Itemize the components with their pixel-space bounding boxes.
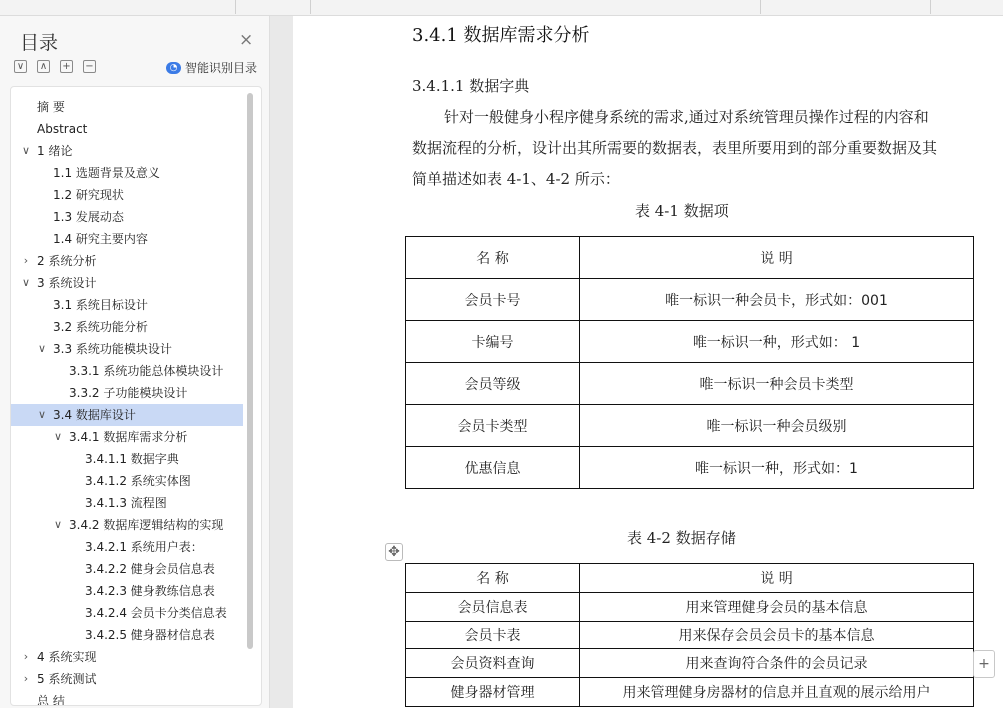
toc-item-label: 3.3.1 系统功能总体模块设计 — [69, 364, 224, 378]
toc-item[interactable] — [11, 602, 243, 624]
expand-all-icon[interactable]: ∨ — [14, 60, 27, 73]
chevron-right-icon[interactable]: › — [23, 650, 29, 663]
table-row — [406, 405, 974, 447]
table-row — [406, 321, 974, 363]
body-line-3: 简单描述如表 4-1、4-2 所示： — [412, 170, 620, 188]
section-heading: 3.4.1 数据库需求分析 — [412, 25, 590, 46]
toc-item[interactable] — [11, 250, 243, 272]
collapse-all-icon[interactable]: ∧ — [37, 60, 50, 73]
table-cell: 会员等级 — [406, 363, 580, 405]
table-cell: 用来查询符合条件的会员记录 — [580, 649, 974, 678]
toc-item-label: 5 系统测试 — [37, 672, 97, 686]
toc-item-label: 3.4 数据库设计 — [53, 408, 136, 422]
toc-item[interactable] — [11, 294, 243, 316]
table-cell: 用来管理健身房器材的信息并且直观的展示给用户 — [580, 678, 974, 707]
toc-item[interactable] — [11, 690, 243, 706]
table-cell: 唯一标识一种，形式如： 1 — [580, 321, 974, 363]
table-cell: 唯一标识一种会员卡类型 — [580, 363, 974, 405]
table-cell: 会员卡号 — [406, 279, 580, 321]
toc-item[interactable] — [11, 338, 243, 360]
toc-item[interactable] — [11, 162, 243, 184]
toc-item-label: 3.2 系统功能分析 — [53, 320, 148, 334]
table-cell: 会员卡类型 — [406, 405, 580, 447]
toc-item-label: 3.4.2.4 会员卡分类信息表 — [85, 606, 227, 620]
toc-item-label: 3.4.1.2 系统实体图 — [85, 474, 191, 488]
table-cell: 用来管理健身会员的基本信息 — [580, 593, 974, 622]
toc-item[interactable] — [11, 470, 243, 492]
top-ruler — [0, 0, 1003, 16]
toc-item[interactable] — [11, 536, 243, 558]
toc-item[interactable] — [11, 448, 243, 470]
toc-item[interactable] — [11, 228, 243, 250]
toc-item[interactable] — [11, 426, 243, 448]
ai-icon: ◔ — [166, 62, 181, 74]
toc-item-label: 3.4.1 数据库需求分析 — [69, 430, 188, 444]
table-row — [406, 593, 974, 622]
chevron-right-icon[interactable]: › — [23, 672, 29, 685]
document-page[interactable] — [293, 16, 1003, 708]
toc-list — [10, 86, 262, 706]
toc-item-label: 3.4.2.3 健身教练信息表 — [85, 584, 215, 598]
toc-item[interactable] — [11, 184, 243, 206]
body-line-2: 数据流程的分析，设计出其所需要的数据表，表里所要用到的部分重要数据及其 — [412, 139, 938, 157]
table-cell: 唯一标识一种会员级别 — [580, 405, 974, 447]
toc-item[interactable] — [11, 118, 243, 140]
ruler-tick — [930, 0, 931, 14]
table-header-row — [406, 564, 974, 593]
toc-item[interactable] — [11, 206, 243, 228]
data-items-table — [405, 236, 974, 489]
toc-item[interactable] — [11, 514, 243, 536]
toc-item-label: 3.4.2.5 健身器材信息表 — [85, 628, 215, 642]
toc-item[interactable] — [11, 404, 243, 426]
table-cell: 会员信息表 — [406, 593, 580, 622]
toc-item-label: 总 结 — [37, 694, 65, 706]
toc-item-label: 3.3.2 子功能模块设计 — [69, 386, 188, 400]
toc-item-label: 3.4.1.1 数据字典 — [85, 452, 179, 466]
table-header-row — [406, 237, 974, 279]
subsection-heading: 3.4.1.1 数据字典 — [412, 77, 530, 95]
toc-item-label: 1.4 研究主要内容 — [53, 232, 148, 246]
close-icon[interactable]: × — [239, 30, 254, 50]
toc-scrollbar[interactable] — [247, 93, 253, 649]
table-header-cell: 名 称 — [406, 564, 580, 593]
toc-item-label: 3 系统设计 — [37, 276, 97, 290]
toc-item-label: 3.3 系统功能模块设计 — [53, 342, 172, 356]
toc-item[interactable] — [11, 580, 243, 602]
chevron-down-icon[interactable]: ∨ — [37, 408, 47, 421]
table-row — [406, 649, 974, 678]
toc-item-label: 3.4.1.3 流程图 — [85, 496, 167, 510]
chevron-right-icon[interactable]: › — [23, 254, 29, 267]
smart-toc-button[interactable] — [166, 59, 257, 76]
add-heading-icon[interactable]: + — [60, 60, 73, 73]
body-line-1: 针对一般健身小程序健身系统的需求,通过对系统管理员操作过程的内容和 — [444, 108, 929, 126]
toc-panel — [0, 16, 270, 708]
chevron-down-icon[interactable]: ∨ — [53, 430, 63, 443]
data-storage-table — [405, 563, 974, 707]
chevron-down-icon[interactable]: ∨ — [21, 276, 31, 289]
chevron-down-icon[interactable]: ∨ — [53, 518, 63, 531]
table-cell: 会员卡表 — [406, 622, 580, 649]
toc-item[interactable] — [11, 492, 243, 514]
toc-item-label: 1.2 研究现状 — [53, 188, 124, 202]
toc-title: 目录 — [20, 32, 59, 54]
chevron-down-icon[interactable]: ∨ — [37, 342, 47, 355]
toc-item[interactable] — [11, 668, 243, 690]
ruler-tick — [310, 0, 311, 14]
table-header-cell: 名 称 — [406, 237, 580, 279]
add-row-button[interactable]: + — [973, 650, 995, 678]
toc-item[interactable] — [11, 96, 243, 118]
toc-item-label: 3.4.2.2 健身会员信息表 — [85, 562, 215, 576]
table1-caption: 表 4-1 数据项 — [635, 202, 729, 220]
table-cell: 用来保存会员会员卡的基本信息 — [580, 622, 974, 649]
table-row — [406, 363, 974, 405]
table-move-icon[interactable]: ✥ — [385, 543, 403, 561]
toc-item[interactable] — [11, 360, 243, 382]
toc-item-label: 1 绪论 — [37, 144, 73, 158]
table-cell: 卡编号 — [406, 321, 580, 363]
remove-heading-icon[interactable]: − — [83, 60, 96, 73]
toc-item-label: 1.1 选题背景及意义 — [53, 166, 160, 180]
table-row — [406, 447, 974, 489]
smart-toc-label: 智能识别目录 — [185, 61, 258, 75]
toc-item-label: 摘 要 — [37, 100, 65, 114]
table2-caption: 表 4-2 数据存储 — [627, 529, 736, 547]
toc-item[interactable] — [11, 316, 243, 338]
toc-item-label: 4 系统实现 — [37, 650, 97, 664]
toc-item-label: 3.4.2.1 系统用户表： — [85, 540, 203, 554]
toc-item-label: 3.4.2 数据库逻辑结构的实现 — [69, 518, 224, 532]
table-row — [406, 678, 974, 707]
toc-item-label: 1.3 发展动态 — [53, 210, 124, 224]
chevron-down-icon[interactable]: ∨ — [21, 144, 31, 157]
table-cell: 唯一标识一种，形式如：1 — [580, 447, 974, 489]
toc-item-label: 2 系统分析 — [37, 254, 97, 268]
toc-item-label: 3.1 系统目标设计 — [53, 298, 148, 312]
toc-item[interactable] — [11, 624, 243, 646]
table-cell: 健身器材管理 — [406, 678, 580, 707]
table-row — [406, 279, 974, 321]
toc-item-label: Abstract — [37, 122, 88, 136]
toc-item[interactable] — [11, 646, 243, 668]
document-area — [271, 16, 1003, 708]
table-cell: 唯一标识一种会员卡，形式如：001 — [580, 279, 974, 321]
ruler-tick — [760, 0, 761, 14]
toc-item[interactable] — [11, 558, 243, 580]
table-row — [406, 622, 974, 649]
toc-item[interactable] — [11, 140, 243, 162]
toc-item[interactable] — [11, 382, 243, 404]
ruler-tick — [235, 0, 236, 14]
table-cell: 优惠信息 — [406, 447, 580, 489]
table-header-cell: 说 明 — [580, 237, 974, 279]
table-header-cell: 说 明 — [580, 564, 974, 593]
toc-toolbar — [14, 60, 96, 73]
table-cell: 会员资料查询 — [406, 649, 580, 678]
toc-item[interactable] — [11, 272, 243, 294]
